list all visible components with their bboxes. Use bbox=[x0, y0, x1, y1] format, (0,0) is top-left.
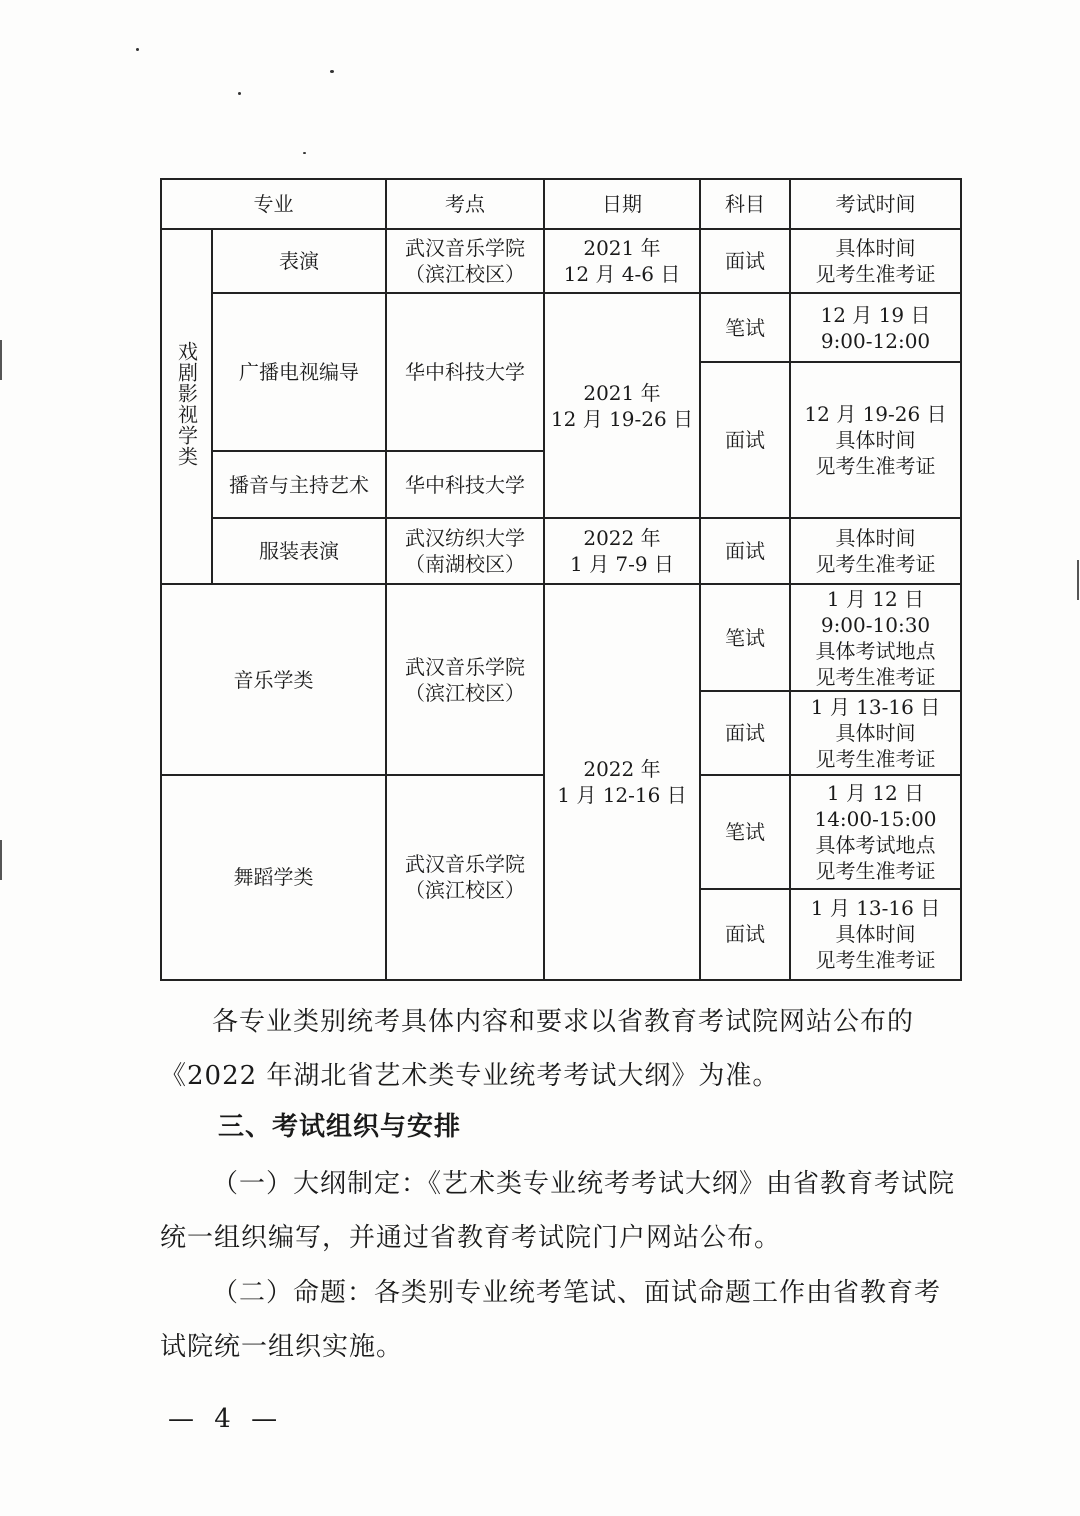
table-row bbox=[161, 584, 961, 690]
table-row bbox=[161, 518, 961, 584]
venue-cell: 华中科技大学 bbox=[386, 451, 544, 518]
time-cell: 1 月 13-16 日 具体时间 见考生准考证 bbox=[790, 889, 961, 980]
time-cell: 1 月 12 日 14:00-15:00 具体考试地点 见考生准考证 bbox=[790, 775, 961, 889]
group-label-drama: 戏剧影视学类 bbox=[174, 340, 199, 467]
header-venue: 考点 bbox=[386, 179, 544, 229]
time-cell: 1 月 13-16 日 具体时间 见考生准考证 bbox=[790, 691, 961, 775]
time-cell: 12 月 19 日 9:00-12:00 bbox=[790, 293, 961, 362]
subject-cell: 面试 bbox=[700, 691, 790, 775]
table-row bbox=[161, 229, 961, 293]
time-cell: 具体时间 见考生准考证 bbox=[790, 229, 961, 293]
exam-schedule-table bbox=[160, 178, 962, 981]
date-cell: 2021 年 12 月 4-6 日 bbox=[544, 229, 700, 293]
venue-cell: 武汉音乐学院 （滨江校区） bbox=[386, 229, 544, 293]
date-cell: 2022 年 1 月 7-9 日 bbox=[544, 518, 700, 584]
header-major: 专业 bbox=[161, 179, 386, 229]
major-cell: 舞蹈学类 bbox=[161, 775, 386, 980]
scan-edge-mark bbox=[0, 840, 2, 880]
table-header-row bbox=[161, 179, 961, 229]
major-cell: 音乐学类 bbox=[161, 584, 386, 774]
scan-speck bbox=[136, 48, 139, 51]
scan-speck bbox=[330, 70, 334, 73]
major-cell: 服装表演 bbox=[212, 518, 386, 584]
venue-cell: 武汉纺织大学 （南湖校区） bbox=[386, 518, 544, 584]
scan-edge-mark bbox=[1077, 560, 1079, 600]
group-cell-drama bbox=[161, 229, 212, 584]
subject-cell: 面试 bbox=[700, 362, 790, 518]
time-cell: 具体时间 见考生准考证 bbox=[790, 518, 961, 584]
header-time: 考试时间 bbox=[790, 179, 961, 229]
table-row bbox=[161, 293, 961, 362]
subject-cell: 面试 bbox=[700, 889, 790, 980]
scan-edge-mark bbox=[0, 340, 2, 380]
venue-cell: 华中科技大学 bbox=[386, 293, 544, 451]
subject-cell: 面试 bbox=[700, 229, 790, 293]
major-cell: 广播电视编导 bbox=[212, 293, 386, 451]
subject-cell: 笔试 bbox=[700, 293, 790, 362]
time-cell: 1 月 12 日 9:00-10:30 具体考试地点 见考生准考证 bbox=[790, 584, 961, 690]
page-number: — 4 — bbox=[168, 1404, 284, 1434]
paragraph-syllabus-formulation: （一）大纲制定：《艺术类专业统考考试大纲》由省教育考试院统一组织编写，并通过省教育考试院门户网站公布。 bbox=[160, 1169, 956, 1253]
time-cell: 12 月 19-26 日 具体时间 见考生准考证 bbox=[790, 362, 961, 518]
subject-cell: 笔试 bbox=[700, 775, 790, 889]
venue-cell: 武汉音乐学院 （滨江校区） bbox=[386, 584, 544, 774]
header-date: 日期 bbox=[544, 179, 700, 229]
paragraph-syllabus-note: 各专业类别统考具体内容和要求以省教育考试院网站公布的《2022 年湖北省艺术类专业统考考试大纲》为准。 bbox=[160, 1007, 915, 1091]
venue-cell: 武汉音乐学院 （滨江校区） bbox=[386, 775, 544, 980]
header-subject: 科目 bbox=[700, 179, 790, 229]
date-cell: 2021 年 12 月 19-26 日 bbox=[544, 293, 700, 518]
date-cell: 2022 年 1 月 12-16 日 bbox=[544, 584, 700, 980]
scan-speck bbox=[238, 92, 241, 95]
major-cell: 表演 bbox=[212, 229, 386, 293]
scan-speck bbox=[303, 152, 306, 154]
subject-cell: 面试 bbox=[700, 518, 790, 584]
major-cell: 播音与主持艺术 bbox=[212, 451, 386, 518]
section-heading-3: 三、考试组织与安排 bbox=[218, 1112, 462, 1142]
paragraph-proposition: （二）命题：各类别专业统考笔试、面试命题工作由省教育考试院统一组织实施。 bbox=[160, 1278, 942, 1362]
subject-cell: 笔试 bbox=[700, 584, 790, 690]
